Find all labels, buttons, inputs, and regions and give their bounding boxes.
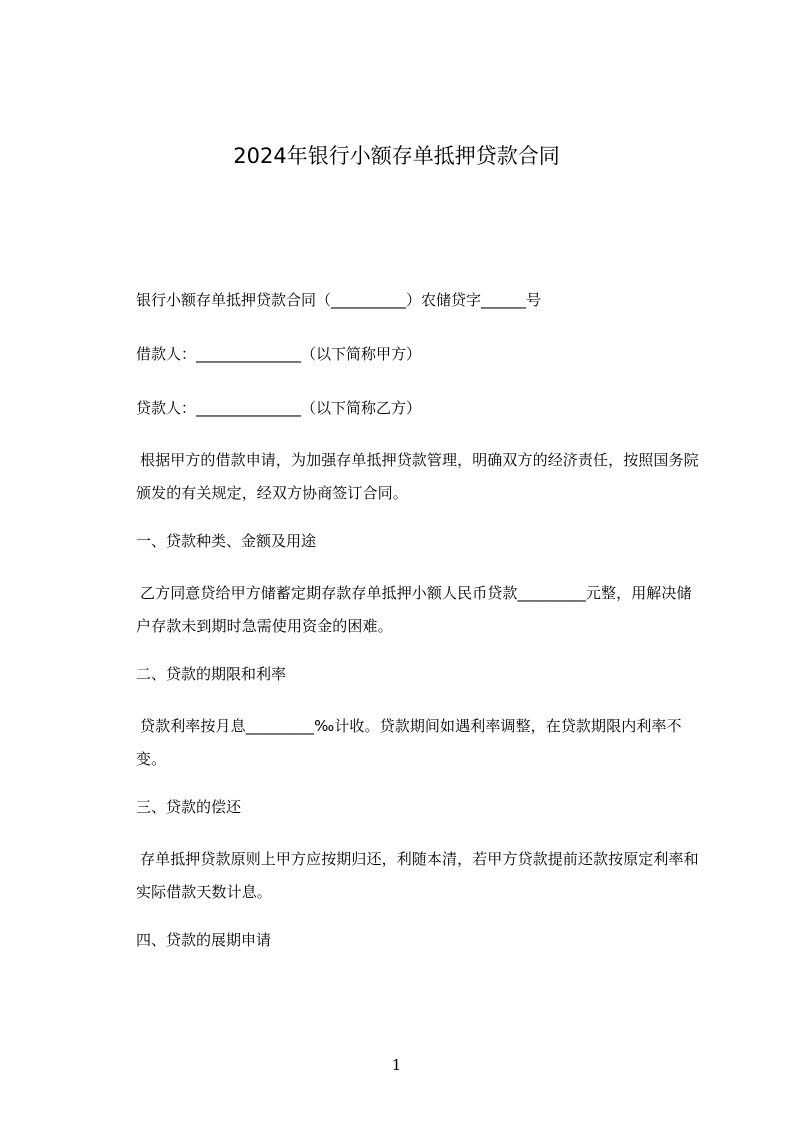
page-number: 1 <box>391 1056 402 1074</box>
section2-heading: 二、贷款的期限和利率 <box>136 665 287 683</box>
document-title: 2024年银行小额存单抵押贷款合同 <box>233 144 560 168</box>
intro-paragraph: 根据甲方的借款申请，为加强存单抵押贷款管理，明确双方的经济责任，按照国务院颁发的有关规定，经双方协商签订合同。 <box>136 451 699 502</box>
section3-heading: 三、贷款的偿还 <box>136 798 242 816</box>
lender-line: 贷款人：______________（以下简称乙方） <box>136 399 422 417</box>
section1-heading: 一、贷款种类、金额及用途 <box>136 532 317 550</box>
contract-number-line: 银行小额存单抵押贷款合同（__________）农储贷字______号 <box>136 291 542 309</box>
section4-heading: 四、贷款的展期申请 <box>136 931 272 949</box>
section2-body: 贷款利率按月息_________‰计收。贷款期间如遇利率调整，在贷款期限内利率不变。 <box>136 717 682 768</box>
section3-body: 存单抵押贷款原则上甲方应按期归还，利随本清，若甲方贷款提前还款按原定利率和实际借款天数计息。 <box>136 850 699 901</box>
section1-body: 乙方同意贷给甲方储蓄定期存款存单抵押小额人民币贷款_________元整，用解决储户存款未到期时急需使用资金的困难。 <box>136 584 692 635</box>
borrower-line: 借款人：______________（以下简称甲方） <box>136 345 422 363</box>
